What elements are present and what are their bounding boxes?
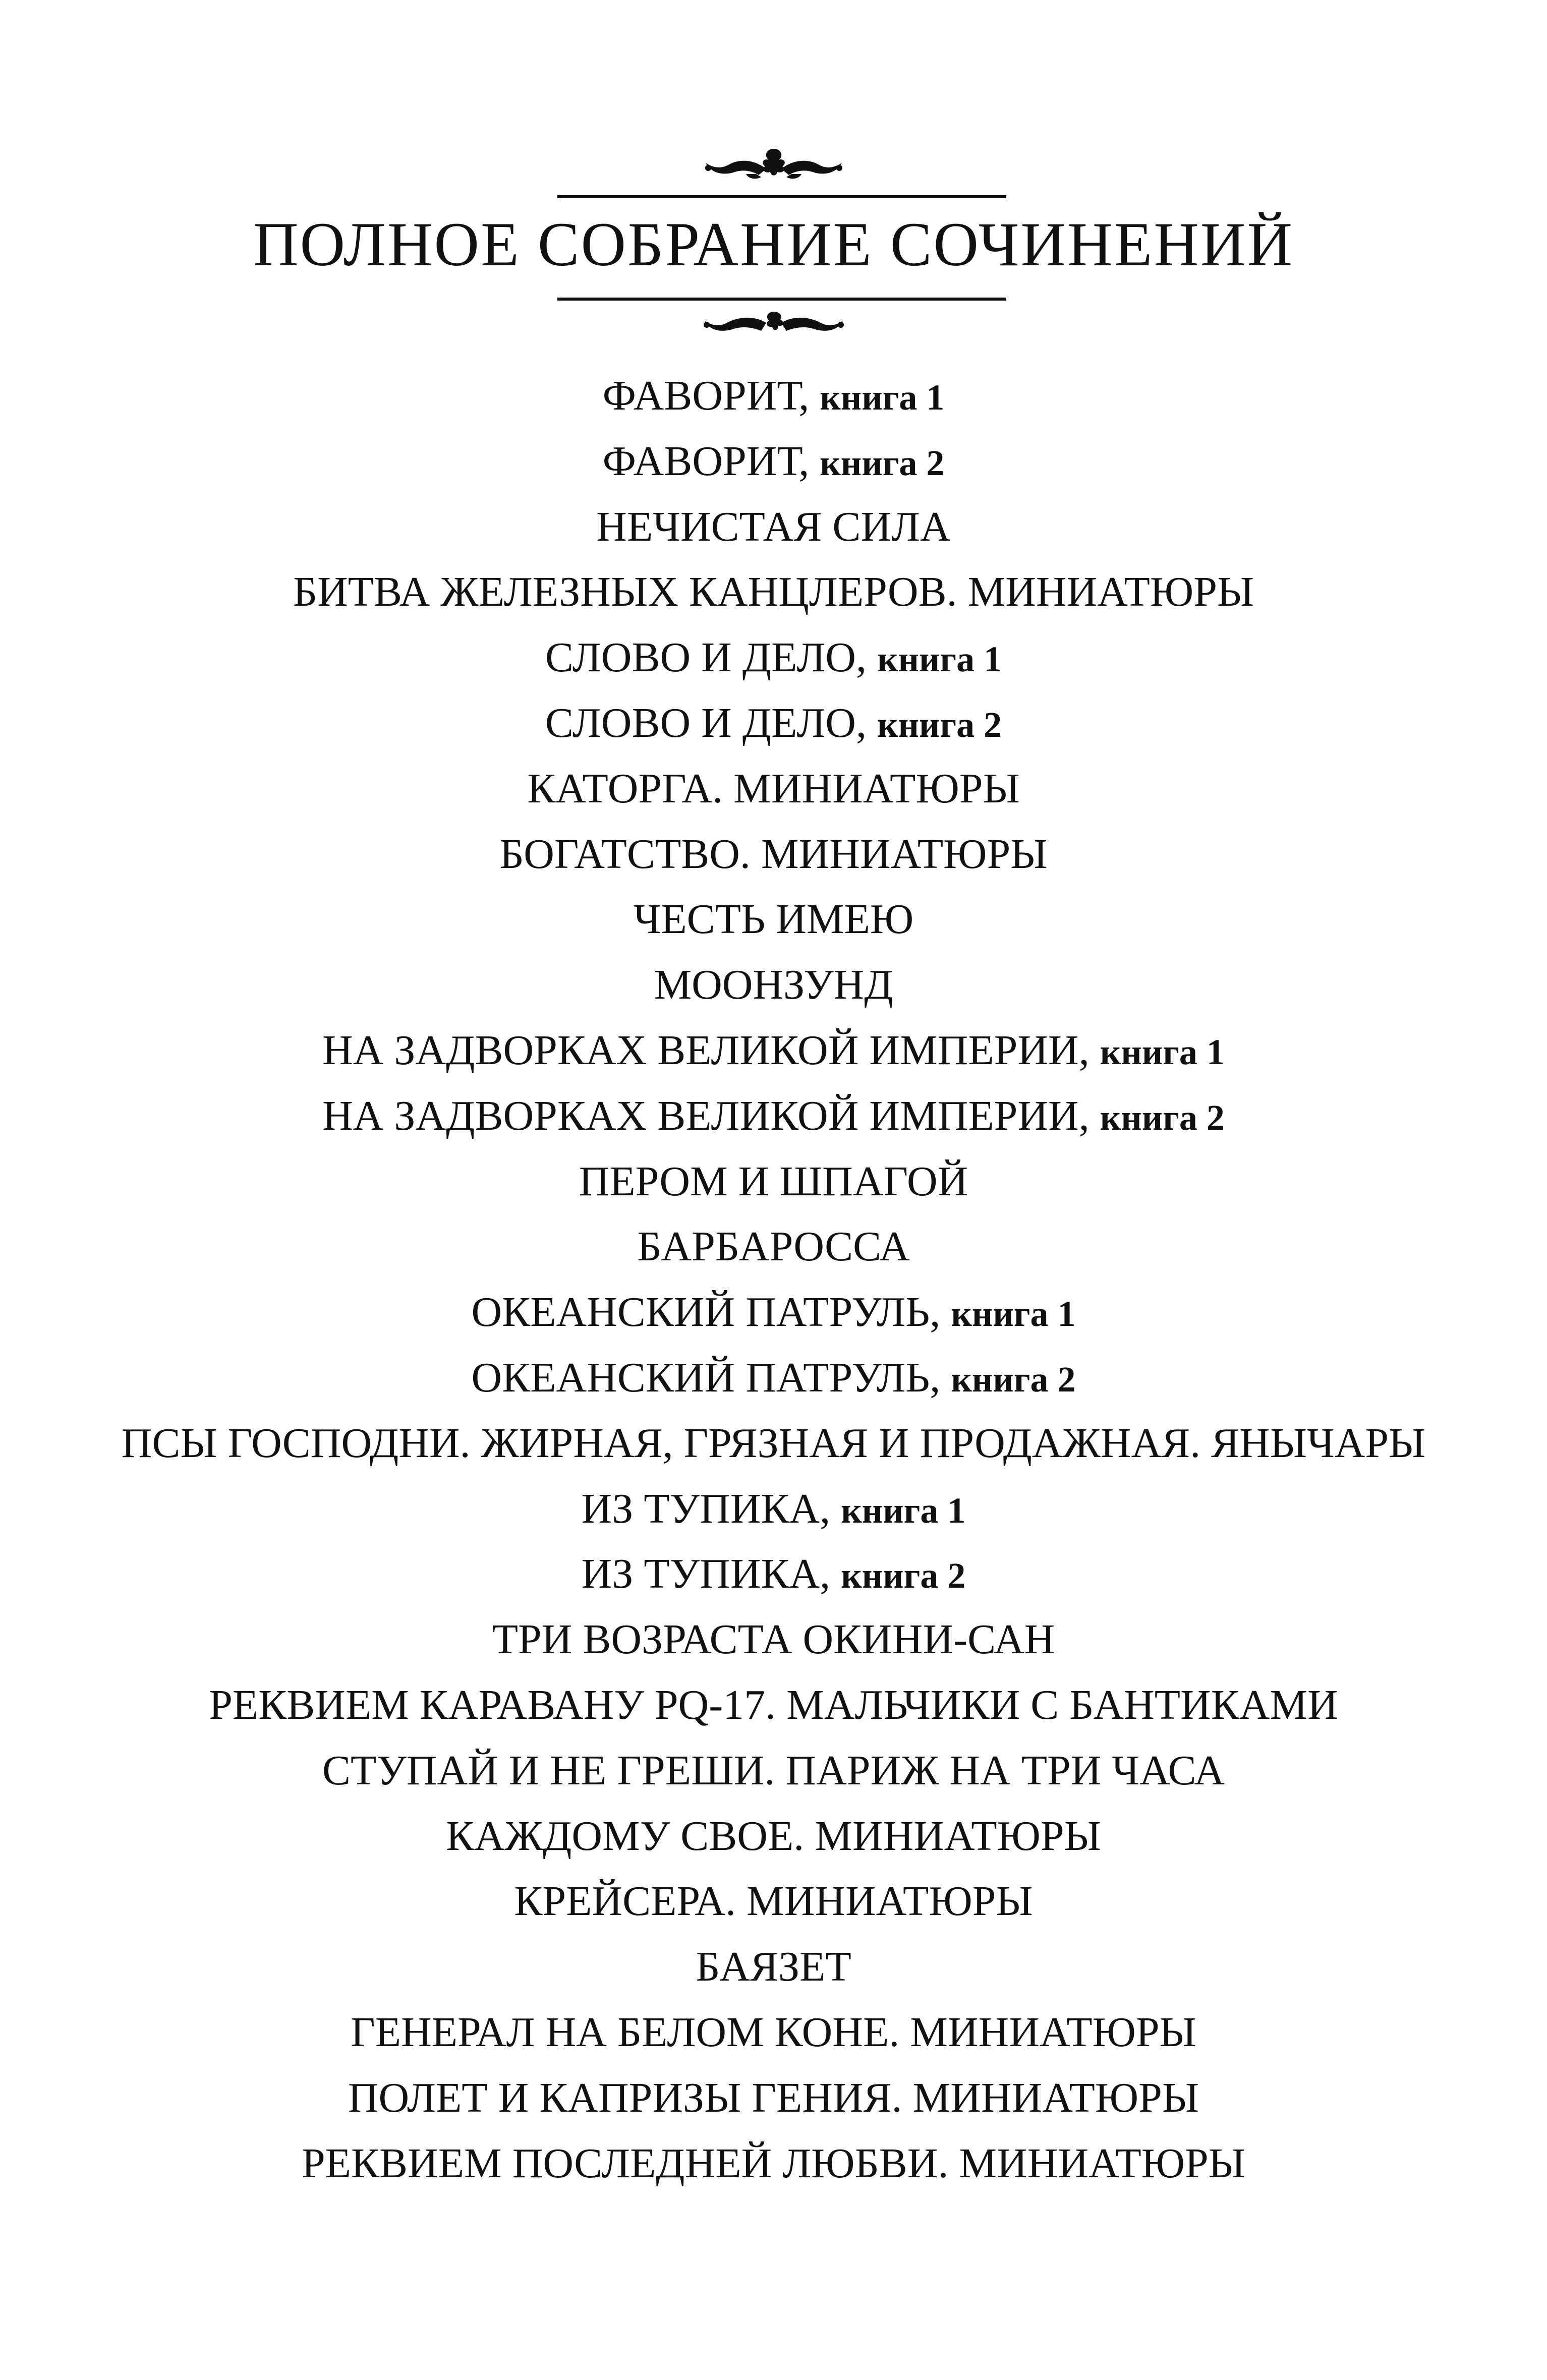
list-item <box>0 1738 1547 1804</box>
book-number: книга 1 <box>951 1294 1076 1334</box>
list-item <box>0 887 1547 952</box>
list-item <box>0 2000 1547 2065</box>
work-title: НЕЧИСТАЯ СИЛА <box>596 503 951 550</box>
work-title: ФАВОРИТ, <box>602 372 810 419</box>
list-item <box>0 363 1547 429</box>
work-title: ОКЕАНСКИЙ ПАТРУЛЬ, <box>471 1289 941 1336</box>
book-number: книга 1 <box>1100 1031 1225 1072</box>
work-title: БАЯЗЕТ <box>696 1943 851 1991</box>
list-item <box>0 1214 1547 1280</box>
list-item <box>0 1083 1547 1149</box>
list-item <box>0 1345 1547 1411</box>
work-title: КАТОРГА. МИНИАТЮРЫ <box>527 765 1020 812</box>
work-title: ПОЛЕТ И КАПРИЗЫ ГЕНИЯ. МИНИАТЮРЫ <box>348 2074 1199 2121</box>
list-item <box>0 559 1547 625</box>
ornament-bottom-icon <box>691 303 857 343</box>
list-item <box>0 1149 1547 1214</box>
work-title: ТРИ ВОЗРАСТА ОКИНИ-САН <box>492 1616 1055 1663</box>
work-title: СТУПАЙ И НЕ ГРЕШИ. ПАРИЖ НА ТРИ ЧАСА <box>322 1747 1225 1794</box>
work-title: ПСЫ ГОСПОДНИ. ЖИРНАЯ, ГРЯЗНАЯ И ПРОДАЖНАЯ. ЯНЫЧАРЫ <box>121 1419 1426 1467</box>
work-title: ГЕНЕРАЛ НА БЕЛОМ КОНЕ. МИНИАТЮРЫ <box>351 2008 1196 2056</box>
list-item <box>0 1607 1547 1672</box>
list-item <box>0 1672 1547 1738</box>
work-title: ПЕРОМ И ШПАГОЙ <box>579 1157 968 1205</box>
collection-title: ПОЛНОЕ СОБРАНИЕ СОЧИНЕНИЙ <box>253 210 1294 279</box>
list-item <box>0 494 1547 560</box>
work-title: НА ЗАДВОРКАХ ВЕЛИКОЙ ИМПЕРИИ, <box>322 1092 1090 1139</box>
work-title: ЧЕСТЬ ИМЕЮ <box>633 896 914 943</box>
book-number: книга 2 <box>951 1359 1076 1400</box>
work-title: БИТВА ЖЕЛЕЗНЫХ КАНЦЛЕРОВ. МИНИАТЮРЫ <box>293 568 1254 616</box>
work-title: МООНЗУНД <box>654 961 893 1009</box>
list-item <box>0 952 1547 1018</box>
work-title: БОГАТСТВО. МИНИАТЮРЫ <box>499 830 1048 878</box>
book-number: книга 1 <box>841 1490 966 1531</box>
bottom-rule <box>557 298 1006 301</box>
list-item <box>0 1411 1547 1476</box>
work-title: НА ЗАДВОРКАХ ВЕЛИКОЙ ИМПЕРИИ, <box>322 1026 1090 1074</box>
list-item <box>0 690 1547 756</box>
book-number: книга 2 <box>1100 1097 1225 1138</box>
list-item <box>0 429 1547 494</box>
work-title: ИЗ ТУПИКА, <box>581 1550 831 1598</box>
list-item <box>0 1804 1547 1869</box>
list-item <box>0 1869 1547 1934</box>
list-item <box>0 1934 1547 2000</box>
work-title: КАЖДОМУ СВОЕ. МИНИАТЮРЫ <box>446 1812 1101 1860</box>
work-title: ФАВОРИТ, <box>602 437 810 485</box>
book-number: книга 2 <box>841 1555 966 1596</box>
list-item <box>0 1476 1547 1542</box>
works-list <box>0 363 1547 2196</box>
work-title: ОКЕАНСКИЙ ПАТРУЛЬ, <box>471 1354 941 1401</box>
book-number: книга 2 <box>820 442 945 483</box>
work-title: РЕКВИЕМ КАРАВАНУ PQ-17. МАЛЬЧИКИ С БАНТИКАМИ <box>209 1681 1338 1728</box>
book-number: книга 2 <box>877 704 1002 745</box>
book-number: книга 1 <box>820 377 945 418</box>
work-title: РЕКВИЕМ ПОСЛЕДНЕЙ ЛЮБВИ. МИНИАТЮРЫ <box>301 2139 1246 2187</box>
list-item <box>0 756 1547 822</box>
list-item <box>0 2065 1547 2131</box>
ornament-top-icon <box>691 144 857 184</box>
work-title: ИЗ ТУПИКА, <box>581 1485 831 1532</box>
book-number: книга 1 <box>877 639 1002 680</box>
list-item <box>0 2131 1547 2196</box>
top-rule <box>557 195 1006 198</box>
work-title: СЛОВО И ДЕЛО, <box>545 634 867 681</box>
list-item <box>0 822 1547 887</box>
list-item <box>0 1280 1547 1345</box>
work-title: БАРБАРОССА <box>637 1223 910 1270</box>
list-item <box>0 625 1547 690</box>
work-title: СЛОВО И ДЕЛО, <box>545 699 867 746</box>
work-title: КРЕЙСЕРА. МИНИАТЮРЫ <box>514 1878 1033 1925</box>
list-item <box>0 1018 1547 1083</box>
list-item <box>0 1541 1547 1607</box>
